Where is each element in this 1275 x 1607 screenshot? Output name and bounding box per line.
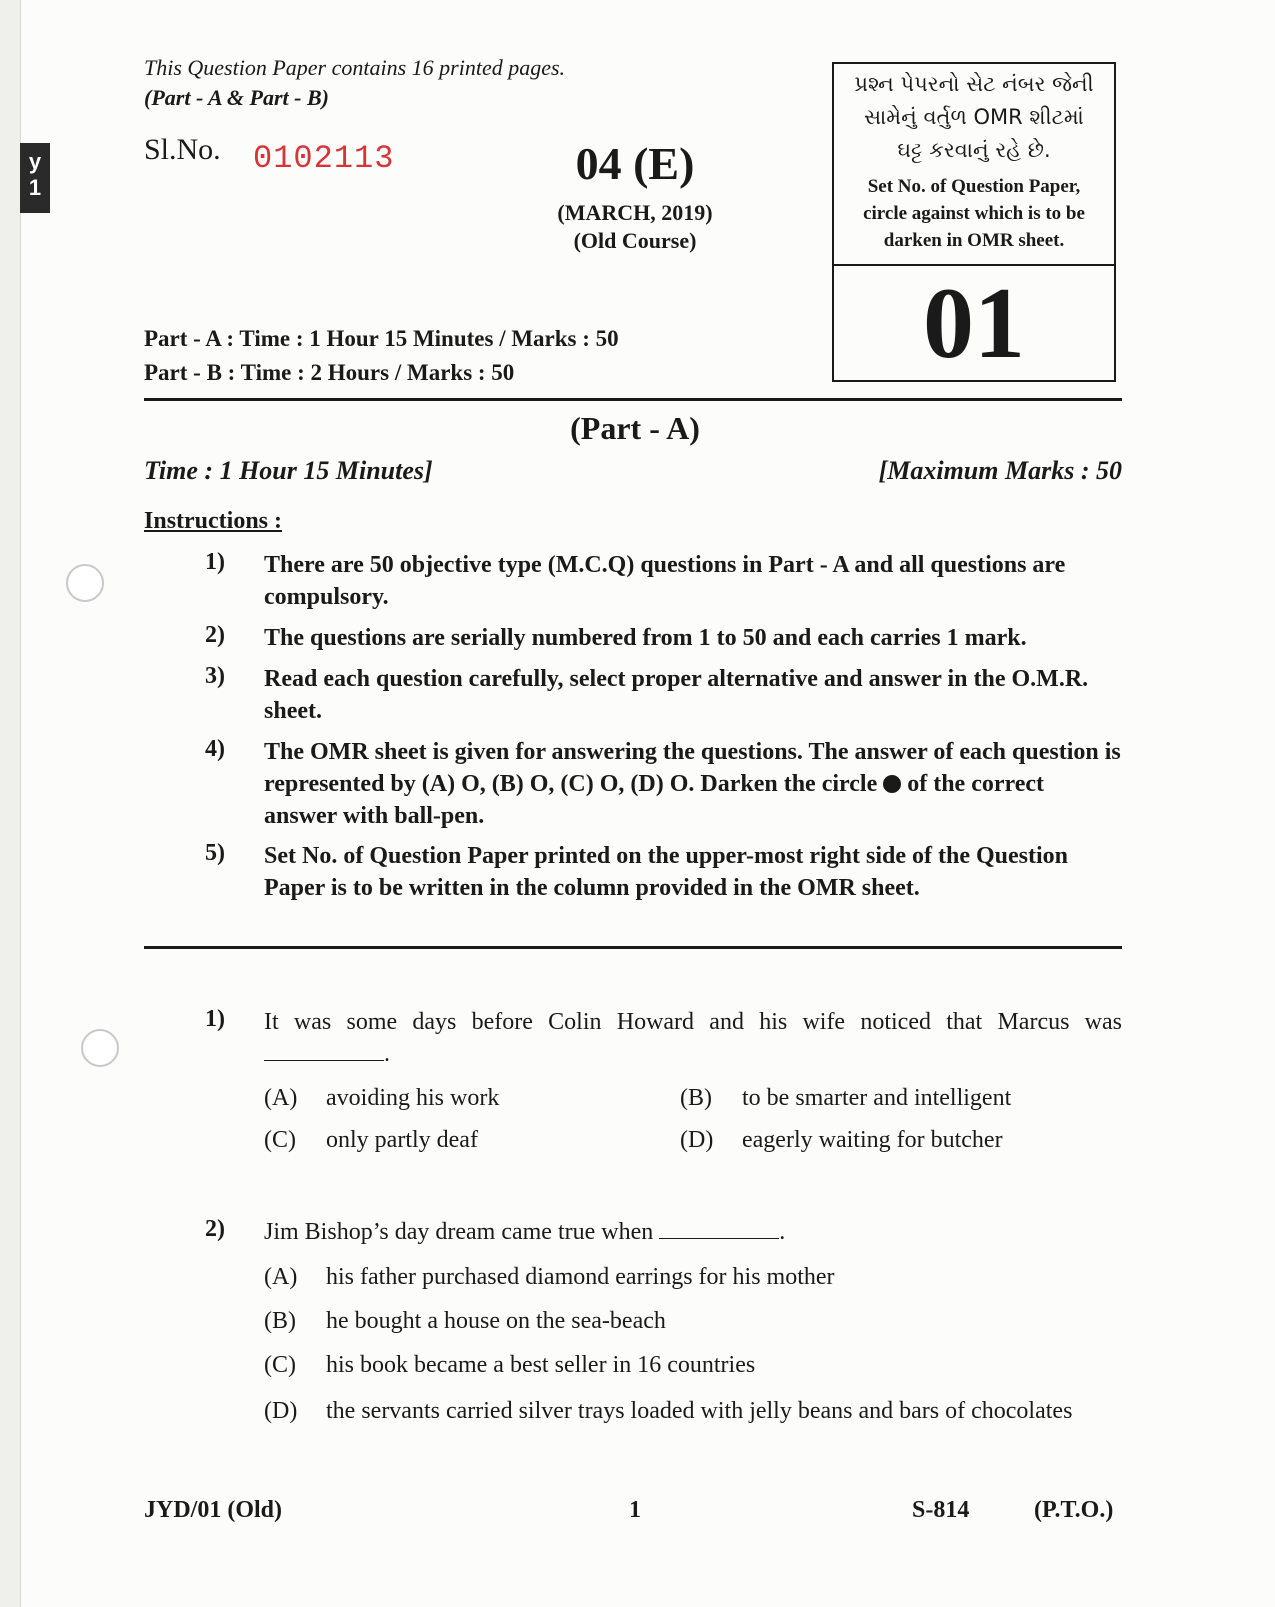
option-text: only partly deaf: [326, 1127, 478, 1153]
footer-code: JYD/01 (Old): [144, 1497, 282, 1523]
option-text: his book became a best seller in 16 countries: [326, 1352, 756, 1378]
english-line-1: Set No. of Question Paper,: [867, 176, 1081, 197]
part-a-time: Part - A : Time : 1 Hour 15 Minutes / Marks : 50: [144, 326, 619, 351]
punch-hole-top: [66, 564, 104, 602]
option-text: avoiding his work: [326, 1085, 500, 1111]
set-number-box: [832, 62, 1116, 382]
instruction-number: 2): [205, 622, 225, 648]
page-number: 1: [629, 1497, 641, 1523]
option-text: his father purchased diamond earrings for his mother: [326, 1264, 835, 1290]
option-label: (B): [264, 1308, 296, 1334]
serial-number: 0102113: [253, 140, 395, 177]
instruction-text: There are 50 objective type (M.C.Q) questions in Part - A and all questions are compulsory.: [264, 552, 1066, 610]
answer-blank: [264, 1040, 384, 1061]
question-end: .: [779, 1219, 786, 1245]
option-label: (C): [264, 1127, 296, 1153]
option-text: eagerly waiting for butcher: [742, 1127, 1003, 1153]
pages-note: This Question Paper contains 16 printed pages.: [144, 55, 566, 80]
option: [264, 1305, 666, 1337]
option: [264, 1124, 478, 1156]
english-instruction: [834, 173, 1114, 254]
option: [264, 1261, 835, 1293]
option: [680, 1082, 1011, 1114]
paper-code: 04 (E): [575, 138, 695, 189]
exam-session: (MARCH, 2019): [557, 200, 713, 225]
part-b-time: Part - B : Time : 2 Hours / Marks : 50: [144, 360, 515, 385]
instruction-text: Read each question carefully, select proper alternative and answer in the O.M.R. sheet.: [264, 666, 1089, 724]
set-number: 01: [923, 267, 1025, 380]
question-number: 2): [205, 1216, 225, 1242]
question-stem: It was some days before Colin Howard and his wife noticed that Marcus was: [264, 1009, 1122, 1035]
question-text: [264, 1006, 1122, 1070]
instruction-number: 4): [205, 736, 225, 762]
question-text: [264, 1216, 1122, 1248]
instruction-number: 1): [205, 549, 225, 575]
footer-series: S-814: [912, 1497, 970, 1523]
punch-hole-bottom: [81, 1029, 119, 1067]
instruction-number: 5): [205, 840, 225, 866]
option-label: (C): [264, 1352, 296, 1378]
gujarati-instruction: [834, 64, 1114, 167]
option: [264, 1349, 755, 1381]
gujarati-line-3: ઘટ્ટ કરવાનું રહે છે.: [897, 138, 1051, 162]
instruction-number: 3): [205, 663, 225, 689]
time-line: Time : 1 Hour 15 Minutes]: [144, 456, 433, 485]
option-label: (D): [264, 1398, 298, 1424]
instruction-text-part: of the correct answer with ball-pen.: [264, 771, 1045, 829]
instruction-text-part: The OMR sheet is given for answering the questions. The answer of each question is represented by (A) O, (B) O, (C) O, (D) O. Darken the circle: [264, 739, 1121, 797]
option: [680, 1124, 1003, 1156]
side-tab-marker: y 1: [20, 143, 50, 213]
question-number: 1): [205, 1006, 225, 1032]
pto-label: (P.T.O.): [1034, 1497, 1114, 1523]
serial-label: Sl.No.: [144, 133, 221, 166]
english-line-3: darken in OMR sheet.: [883, 230, 1065, 251]
option: [264, 1395, 1124, 1427]
option-label: (B): [680, 1085, 712, 1111]
answer-blank: [659, 1218, 779, 1239]
set-instructions: [834, 64, 1114, 266]
parts-note: (Part - A & Part - B): [144, 85, 329, 110]
gujarati-line-2: સામેનું વર્તુળ OMR શીટમાં: [864, 105, 1084, 129]
gujarati-line-1: પ્રશ્ન પેપરનો સેટ નંબર જેની: [854, 72, 1094, 96]
option-text: the servants carried silver trays loaded with jelly beans and bars of chocolates: [326, 1398, 1073, 1424]
header-divider: [144, 398, 1122, 401]
instruction-text: The questions are serially numbered from 1 to 50 and each carries 1 mark.: [264, 625, 1027, 651]
filled-circle-icon: [883, 775, 901, 793]
instructions-title: Instructions :: [144, 508, 283, 534]
option-label: (D): [680, 1127, 714, 1153]
part-heading: (Part - A): [570, 410, 700, 446]
question-end: .: [384, 1041, 390, 1067]
option: [264, 1082, 499, 1114]
instruction-text: [264, 736, 1122, 832]
option-text: he bought a house on the sea-beach: [326, 1308, 666, 1334]
instructions-divider: [144, 946, 1122, 949]
english-line-2: circle against which is to be: [863, 203, 1085, 224]
option-text: to be smarter and intelligent: [742, 1085, 1012, 1111]
question-stem: Jim Bishop’s day dream came true when: [264, 1219, 654, 1245]
option-label: (A): [264, 1085, 298, 1111]
option-label: (A): [264, 1264, 298, 1290]
instruction-text: Set No. of Question Paper printed on the upper-most right side of the Question Paper is to be written in the column provided in the OMR sheet.: [264, 843, 1068, 901]
course-type: (Old Course): [573, 228, 697, 253]
max-marks: [Maximum Marks : 50: [878, 456, 1122, 485]
